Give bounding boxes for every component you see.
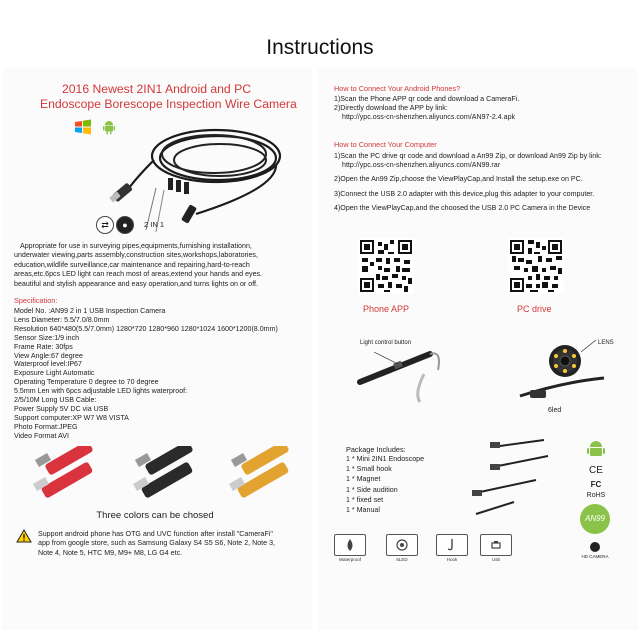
android-step: 1)Scan the Phone APP qr code and download a CameraFi.: [334, 95, 520, 103]
hd-camera-icon: [590, 542, 600, 552]
package-item: 1 * Small hook: [346, 465, 392, 474]
cable-color-variants: [14, 446, 308, 504]
package-item: 1 * Mini 2IN1 Endoscope: [346, 455, 425, 463]
spec-line: Resolution 640*480(5.5/7.0mm) 1280*720 1280*960 1280*1024 1600*1200(8.0mm): [14, 324, 278, 333]
note-line: Note 4, Note 5, HTC M9, M9+ M8, LG G4 etc.: [38, 548, 183, 557]
warning-icon: [16, 529, 32, 543]
spec-line: Operating Temperature 0 degree to 70 degree: [14, 378, 159, 387]
package-accessories-photo: [440, 436, 560, 516]
spec-line: Power Supply 5V DC via USB: [14, 404, 109, 413]
spec-line: Support computer:XP W7 W8 VISTA: [14, 413, 129, 422]
feature-label: 6LED: [396, 557, 408, 562]
windows-logo-icon: [74, 118, 92, 136]
phone-app-label: Phone APP: [363, 304, 410, 314]
two-in-one-label: 2 IN 1: [144, 220, 165, 229]
description-line: education,wildlife surveillance,car maintenance and repairing,hard-to-reach: [14, 260, 250, 269]
spec-line: Video Format AVI: [14, 431, 69, 440]
android-connect-heading: How to Connect Your Android Phones?: [334, 84, 461, 93]
spec-line: Exposure Light Automatic: [14, 369, 95, 378]
coiled-cable-photo: [106, 118, 316, 236]
an99-badge: AN99: [580, 504, 610, 534]
package-item: 1 * Magnet: [346, 475, 381, 484]
computer-step: 4)Open the ViewPlayCap,and the choosed the USB 2.0 PC Camera in the Device: [334, 203, 591, 212]
compatibility-note: [38, 530, 310, 558]
spec-line: Lens Diameter: 5.5/7.0/8.0mm: [14, 315, 110, 324]
product-title-line1: 2016 Newest 2IN1 Android and PC: [62, 82, 252, 96]
package-item: 1 * fixed set: [346, 495, 384, 504]
description-line: underwater viewing,parts assembly,construction sites,workshops,laboratories,: [14, 251, 258, 260]
pc-drive-qr-code[interactable]: [508, 238, 564, 294]
hook-icon: [436, 534, 468, 556]
computer-zip-link[interactable]: http://ypc.oss-cn-shenzhen.aliyuncs.com/AN99.rar: [342, 161, 501, 170]
product-title: [40, 82, 320, 112]
computer-step: 1)Scan the PC drive qr code and download a An99 Zip, or download An99 Zip by link:: [334, 152, 602, 160]
description-line: beautiful and stylish appearance and easy operation,and turns lights on or off.: [14, 279, 258, 288]
package-item: 1 * Manual: [346, 506, 380, 515]
spec-line: View Angle:67 degree: [14, 351, 83, 360]
hd-camera-label: HD CAMERA: [581, 554, 609, 559]
light-control-label: Light control button: [360, 340, 412, 346]
android-steps: [334, 95, 634, 123]
feature-label: Waterproof: [338, 557, 362, 562]
spec-line: 2/5/10M Long USB Cable:: [14, 396, 97, 405]
cable-variant-black: [133, 446, 194, 499]
pc-drive-label: PC drive: [517, 304, 552, 314]
led-icon: [386, 534, 418, 556]
six-led-label: 6led: [548, 407, 562, 414]
cable-variant-gold: [229, 446, 290, 499]
spec-line: Waterproof level:IP67: [14, 360, 82, 369]
camera-head-icon: ●: [116, 216, 134, 234]
page-title: Instructions: [266, 36, 374, 59]
description-line: areas,etc.6pcs LED light can reach most of areas,extend your hands and eyes.: [14, 270, 263, 279]
lens-label: LENS: [598, 340, 614, 346]
feature-label: Hook: [446, 557, 458, 562]
product-description: [14, 242, 308, 289]
package-item: 1 * Side audition: [346, 485, 398, 494]
usb-icon: ⇄: [96, 216, 114, 234]
spec-line: Photo Format:JPEG: [14, 422, 78, 431]
spec-line: Model No. :AN99 2 in 1 USB Inspection Camera: [14, 307, 166, 315]
cable-variant-red: [33, 446, 94, 499]
android-badge-icon: [584, 437, 608, 461]
computer-steps: [334, 152, 634, 213]
note-line: Support android phone has OTG and UVC function after install "CameraFi": [38, 530, 273, 538]
waterproof-icon: [334, 534, 366, 556]
spec-line: 5.5mm Len with 6pcs adjustable LED lights waterproof:: [14, 387, 188, 396]
package-heading: Package Includes:: [346, 445, 406, 454]
computer-connect-heading: How to Connect Your Computer: [334, 140, 437, 149]
package-list: [346, 454, 424, 515]
ce-mark: CE: [589, 465, 603, 476]
phone-app-qr-code[interactable]: [358, 238, 414, 294]
endoscope-diagram: [334, 334, 630, 434]
android-apk-link[interactable]: http://ypc.oss-cn-shenzhen.aliyuncs.com/AN97-2.4.apk: [342, 113, 516, 122]
note-line: app from google store, such as Samsung Galaxy S4 S5 S6, Note 2, Note 3,: [38, 539, 275, 548]
computer-step: 3)Connect the USB 2.0 adapter with this device,plug this adapter to your computer.: [334, 189, 595, 198]
rohs-mark: RoHS: [586, 492, 606, 499]
spec-line: Sensor Size:1/9 inch: [14, 333, 80, 342]
spec-line: Frame Rate: 30fps: [14, 342, 73, 351]
computer-step: 2)Open the An99 Zip,choose the ViewPlayCap,and Install the setup.exe on PC.: [334, 175, 583, 184]
colors-caption: Three colors can be chosed: [96, 510, 214, 521]
feature-label: Usb: [491, 557, 500, 562]
usb-feature-icon: [480, 534, 512, 556]
android-step: 2)Directly download the APP by link:: [334, 104, 448, 113]
description-line: Appropriate for use in surveying pipes,equipments,furnishing installationn,: [20, 242, 252, 250]
product-title-line2: Endoscope Borescope Inspection Wire Camera: [40, 97, 297, 111]
specification-list: [14, 307, 310, 441]
fcc-mark: FC: [590, 480, 602, 489]
specification-heading: Specification:: [14, 296, 58, 305]
